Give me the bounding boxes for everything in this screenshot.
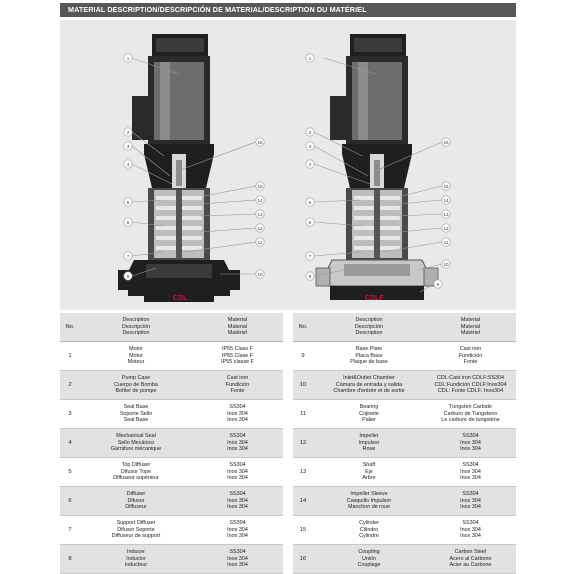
part-description: Motor Motor Moteur — [80, 342, 192, 371]
callout-number: 2 — [126, 129, 130, 135]
callout-number: 1 — [126, 55, 130, 61]
part-description: Bearing Cojinete Palier — [313, 400, 425, 429]
parts-table-1-8 — [60, 313, 283, 574]
part-description: Seal Base Soporte Sello Seal Base — [80, 400, 192, 429]
col-no: No. — [293, 313, 313, 342]
material-table-left — [60, 313, 283, 574]
part-number: 14 — [293, 487, 313, 516]
callout-number: 5 — [308, 199, 312, 205]
pump-drawings — [60, 20, 516, 310]
part-number: 5 — [60, 458, 80, 487]
parts-table-9-16 — [293, 313, 516, 574]
col-description: Description Descripción Description — [313, 313, 425, 342]
callout-number: 2 — [308, 129, 312, 135]
table-header-row — [293, 313, 516, 342]
part-material: SS304 Inox 304 Inox 304 — [192, 516, 283, 545]
part-number: 3 — [60, 400, 80, 429]
table-row — [60, 400, 283, 429]
table-row — [293, 400, 516, 429]
part-number: 8 — [60, 545, 80, 574]
part-number: 13 — [293, 458, 313, 487]
table-row — [60, 458, 283, 487]
callout-number: 14 — [443, 197, 449, 203]
callout-number: 5 — [126, 199, 130, 205]
part-description: Mechanical Seal Sello Mecánico Garniture mécanique — [80, 429, 192, 458]
part-description: Impeller Impulsor Roue — [313, 429, 425, 458]
part-material: SS304 Inox 304 Inox 304 — [425, 458, 516, 487]
callout-number: 3 — [308, 143, 312, 149]
table-row — [293, 371, 516, 400]
part-description: Cylinder Cilindro Cylindre — [313, 516, 425, 545]
col-no: No. — [60, 313, 80, 342]
callout-number: 6 — [126, 219, 130, 225]
part-material: CDL:Cast iron CDLF:SS304 CDL:Fundición CDLF:Inox304 CDL: Fonte CDLF: Inox304 — [425, 371, 516, 400]
callout-number: 8 — [126, 273, 130, 279]
part-number: 1 — [60, 342, 80, 371]
part-number: 9 — [293, 342, 313, 371]
callout-number: 16 — [443, 139, 449, 145]
callout-number: 11 — [443, 239, 449, 245]
part-number: 16 — [293, 545, 313, 574]
part-material: SS304 Inox 304 Inox 304 — [192, 458, 283, 487]
callout-number: 12 — [443, 225, 449, 231]
part-material: SS304 Inox 304 Inox 304 — [425, 516, 516, 545]
part-number: 7 — [60, 516, 80, 545]
part-description: Impeller Sleeve Casquillo Impulsor Manchon de roue — [313, 487, 425, 516]
table-row — [293, 487, 516, 516]
callout-number: 15 — [257, 183, 263, 189]
part-number: 10 — [293, 371, 313, 400]
part-number: 12 — [293, 429, 313, 458]
table-row — [60, 545, 283, 574]
table-row — [60, 487, 283, 516]
part-material: SS304 Inox 304 Inox 304 — [425, 429, 516, 458]
callout-number: 1 — [308, 55, 312, 61]
part-description: Support Diffuser Difusor Soporte Diffuseur de support — [80, 516, 192, 545]
table-row — [293, 342, 516, 371]
callout-number: 3 — [126, 143, 130, 149]
part-description: Diffuser Difusor Diffuseur — [80, 487, 192, 516]
part-material: SS304 Inox 304 Inox 304 — [192, 400, 283, 429]
part-material: SS304 Inox 304 Inox 304 — [192, 487, 283, 516]
table-row — [293, 458, 516, 487]
col-material: Material Material Matériel — [425, 313, 516, 342]
part-description: Coupling Unión Couplage — [313, 545, 425, 574]
part-description: Inlet&Outlet Chamber Cámara de entrada y salida Chambre d'entrée et de sortie — [313, 371, 425, 400]
cdl-label: CDL — [173, 295, 188, 302]
callout-number: 12 — [257, 225, 263, 231]
part-number: 15 — [293, 516, 313, 545]
part-material: SS304 Inox 304 Inox 304 — [192, 429, 283, 458]
part-material: SS304 Inox 304 Inox 304 — [192, 545, 283, 574]
part-description: Inducer Inductor Inducteur — [80, 545, 192, 574]
part-material: Carbon Steel Acero al Carbono Acier au Carbone — [425, 545, 516, 574]
table-row — [293, 516, 516, 545]
table-row — [60, 429, 283, 458]
callout-number: 6 — [308, 219, 312, 225]
callout-number: 7 — [126, 253, 130, 259]
callout-number: 4 — [126, 161, 130, 167]
part-material: SS304 Inox 304 Inox 304 — [425, 487, 516, 516]
col-material: Material Material Matériel — [192, 313, 283, 342]
callout-number: 10 — [443, 261, 449, 267]
callout-number: 13 — [443, 211, 449, 217]
table-row — [60, 516, 283, 545]
part-material: Tungsten Carbide Carburo de Tungsteno Le carbure de tungstène — [425, 400, 516, 429]
part-material: Cast iron Fundición Fonte — [192, 371, 283, 400]
table-row — [293, 545, 516, 574]
table-header-row — [60, 313, 283, 342]
part-description: Base Plate Placa Base Plaque de base — [313, 342, 425, 371]
part-description: Pump Case Cuerpo de Bomba Boîtier de pompe — [80, 371, 192, 400]
callout-number: 9 — [436, 281, 440, 287]
part-number: 2 — [60, 371, 80, 400]
cdlf-pump-drawing — [316, 34, 438, 300]
callout-number: 16 — [257, 139, 263, 145]
table-row — [293, 429, 516, 458]
col-description: Description Descripción Description — [80, 313, 192, 342]
material-table-right — [293, 313, 516, 574]
table-row — [60, 371, 283, 400]
callout-number: 8 — [308, 273, 312, 279]
callout-number: 13 — [257, 211, 263, 217]
table-row — [60, 342, 283, 371]
callout-number: 15 — [443, 183, 449, 189]
pump-cross-section-figure — [60, 20, 516, 310]
part-number: 4 — [60, 429, 80, 458]
callout-number: 11 — [257, 239, 263, 245]
part-description: Shaft Eje Arbre — [313, 458, 425, 487]
section-header: MATERIAL DESCRIPTION/DESCRIPCIÓN DE MATERIAL/DESCRIPTION DU MATÉRIEL — [60, 3, 516, 17]
callout-number: 14 — [257, 197, 263, 203]
callout-number: 7 — [308, 253, 312, 259]
cdlf-label: CDLF — [365, 295, 384, 302]
part-number: 11 — [293, 400, 313, 429]
callout-number: 10 — [257, 271, 263, 277]
part-description: Top Diffuser Difusor Tope Diffuseur supérieur — [80, 458, 192, 487]
cdl-pump-drawing — [118, 34, 240, 302]
part-material: Cast iron Fundición Fonte — [425, 342, 516, 371]
part-material: IP55 Class F IP55 Clase F IP55 classe F — [192, 342, 283, 371]
callout-number: 4 — [308, 161, 312, 167]
part-number: 6 — [60, 487, 80, 516]
